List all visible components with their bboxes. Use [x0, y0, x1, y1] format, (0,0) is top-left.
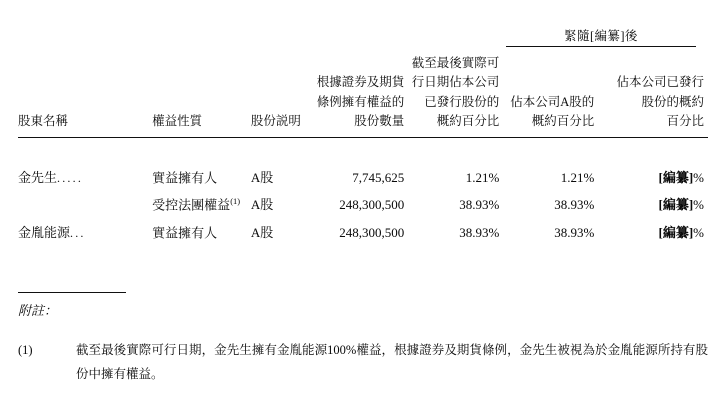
cell-nature-text: 實益擁有人: [152, 169, 218, 185]
cell-percent-total-suffix: %: [693, 197, 704, 213]
column-header-class: 股份説明: [250, 114, 301, 129]
cell-name-text: 金胤能源: [18, 225, 71, 241]
cell-percent-issued: 38.93%: [459, 197, 500, 213]
cell-nature: [152, 219, 251, 247]
column-header-nature: 權益性質: [152, 114, 203, 129]
cell-percent-issued: 38.93%: [459, 225, 500, 241]
table-body: [18, 164, 708, 247]
cell-nature-text: 受控法團權益: [152, 197, 231, 213]
table-row: [18, 219, 708, 247]
table-header: [18, 54, 708, 164]
column-header-percent-a-shares: 佔本公司A股的 概約百分比: [510, 94, 595, 129]
column-header-share-number: 根據證券及期貨 條例擁有權益的 股份數量: [316, 75, 405, 129]
cell-percent-a-shares: 38.93%: [554, 197, 595, 213]
footnote-title: 附註：: [18, 303, 58, 318]
redaction-tag: [編纂]: [658, 225, 694, 241]
cell-percent-a-shares: 38.93%: [554, 225, 595, 241]
footnote-text: 截至最後實際可行日期，金先生擁有金胤能源100%權益，根據證券及期貨條例，金先生被視為於金胤能源所持有股份中擁有權益。: [76, 343, 708, 382]
table-header-spacer-cell: [18, 137, 708, 164]
cell-name-text: 金先生: [18, 169, 58, 185]
column-header-percent-total: 佔本公司已發行 股份的概約 百分比: [616, 75, 704, 129]
cell-nature: [152, 191, 251, 219]
cell-name: [18, 191, 152, 219]
cell-percent-total: [604, 164, 708, 192]
cell-percent-total-suffix: %: [693, 225, 704, 241]
column-header-percent-issued: 截至最後實際可 行日期佔本公司 已發行股份的 概約百分比: [411, 56, 500, 129]
table-row: [18, 191, 708, 219]
cell-nature-text: 實益擁有人: [152, 225, 218, 241]
footnote-item: [18, 338, 708, 387]
shareholding-table: [18, 54, 708, 247]
cell-share-number: 248,300,500: [339, 225, 405, 241]
cell-class: A股: [250, 225, 274, 241]
table-group-header-rule: [506, 46, 696, 47]
cell-name: [18, 164, 152, 192]
cell-percent-issued: 1.21%: [465, 169, 500, 185]
redaction-tag: [編纂]: [658, 197, 694, 213]
table-row: [18, 164, 708, 192]
footnote-marker: (1): [18, 343, 33, 357]
table-header-row: [18, 54, 708, 136]
cell-percent-total: [604, 191, 708, 219]
cell-nature: [152, 164, 251, 192]
redaction-tag: [編纂]: [658, 169, 694, 185]
footnote-divider: [18, 292, 126, 293]
cell-name: [18, 219, 152, 247]
cell-share-number: 7,745,625: [352, 169, 405, 185]
table-group-header: 緊隨[編纂]後: [564, 29, 638, 43]
cell-class: A股: [250, 169, 274, 185]
column-header-name: 股東名稱: [18, 114, 69, 129]
cell-percent-total-suffix: %: [693, 169, 704, 185]
cell-share-number: 248,300,500: [339, 197, 405, 213]
cell-name-dots: .....: [57, 170, 84, 185]
cell-percent-a-shares: 1.21%: [560, 169, 595, 185]
table-header-spacer: [18, 137, 708, 164]
cell-percent-total: [604, 219, 708, 247]
cell-nature-footnote-ref: (1): [230, 196, 241, 207]
cell-class: A股: [250, 197, 274, 213]
cell-name-dots: ...: [70, 226, 86, 241]
